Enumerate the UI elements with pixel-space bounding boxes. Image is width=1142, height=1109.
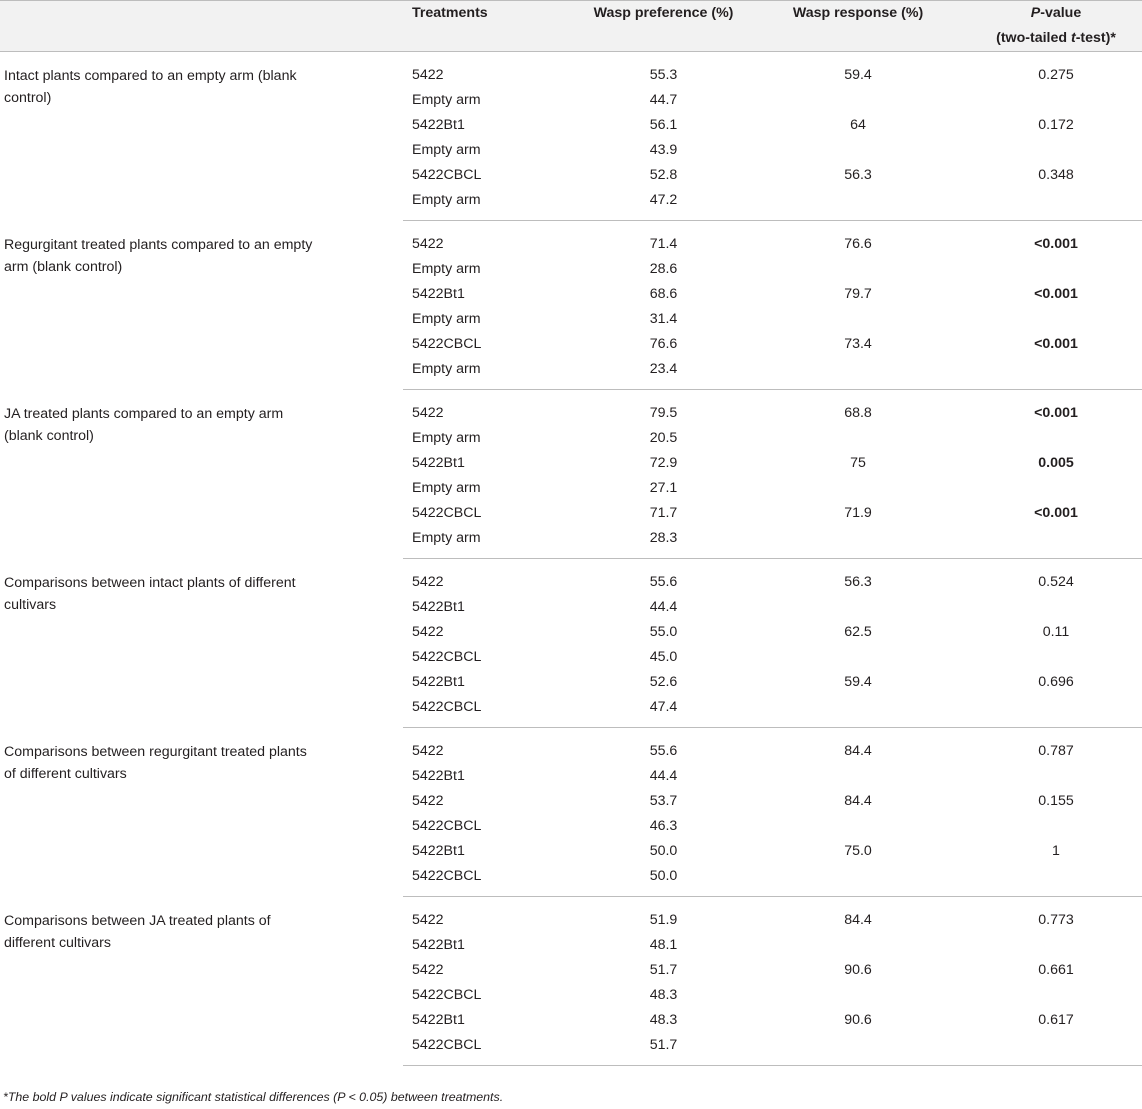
response-cell: 71.9	[844, 505, 872, 521]
p-value-cell: <0.001	[1034, 405, 1078, 421]
p-value-cell: 0.155	[1038, 793, 1074, 809]
p-value-cell	[970, 864, 1142, 897]
preference-cell: 28.6	[649, 261, 678, 277]
treatment-cell: Empty arm	[412, 430, 481, 446]
response-cell: 76.6	[844, 236, 872, 252]
treatment-cell: 5422CBCL	[412, 987, 482, 1003]
response-cell	[746, 933, 970, 958]
p-value-cell: 0.11	[1042, 624, 1070, 640]
treatment-cell: 5422CBCL	[403, 1033, 581, 1066]
p-value-cell: 0.773	[1038, 912, 1074, 928]
treatment-cell: 5422	[412, 405, 444, 421]
header-p-value	[970, 1, 1142, 52]
group-description: Intact plants compared to an empty arm (blank control)	[4, 68, 297, 106]
response-cell	[746, 357, 970, 390]
p-value-cell: 0.617	[1038, 1012, 1074, 1028]
treatment-cell: Empty arm	[412, 142, 481, 158]
response-cell	[746, 138, 970, 163]
treatment-cell: 5422	[412, 67, 444, 83]
p-value-cell	[970, 357, 1142, 390]
p-value-cell	[970, 426, 1142, 451]
response-cell	[746, 983, 970, 1008]
preference-cell: 44.4	[649, 768, 678, 784]
p-value-cell	[970, 257, 1142, 282]
p-value-cell	[970, 1033, 1142, 1066]
response-cell	[746, 864, 970, 897]
response-cell: 59.4	[844, 674, 872, 690]
p-value-cell	[970, 933, 1142, 958]
treatment-cell: Empty arm	[412, 261, 481, 277]
response-cell: 84.4	[844, 743, 872, 759]
table-row	[0, 221, 1142, 258]
response-cell: 73.4	[844, 336, 872, 352]
preference-cell: 44.7	[649, 92, 678, 108]
response-cell	[746, 188, 970, 221]
group-description: JA treated plants compared to an empty arm (blank control)	[4, 405, 284, 444]
preference-cell: 27.1	[649, 480, 678, 496]
p-value-cell	[970, 88, 1142, 113]
response-cell: 62.5	[844, 624, 872, 640]
preference-cell: 45.0	[649, 649, 678, 665]
preference-cell: 55.6	[649, 574, 678, 590]
preference-cell: 31.4	[649, 311, 678, 327]
treatment-cell: 5422CBCL	[412, 505, 482, 521]
header-test-close: -test)*	[1075, 30, 1116, 46]
p-value-cell: <0.001	[1034, 336, 1078, 352]
table-row	[0, 897, 1142, 934]
response-cell	[746, 595, 970, 620]
preference-cell: 28.3	[581, 526, 746, 559]
preference-cell: 72.9	[649, 455, 678, 471]
treatment-cell: Empty arm	[403, 357, 581, 390]
response-cell: 68.8	[844, 405, 872, 421]
response-cell: 56.3	[844, 574, 872, 590]
p-value-cell	[970, 983, 1142, 1008]
preference-cell: 46.3	[649, 818, 678, 834]
preference-cell: 20.5	[649, 430, 678, 446]
treatment-cell: Empty arm	[403, 526, 581, 559]
treatment-cell: 5422	[412, 574, 444, 590]
response-cell	[746, 307, 970, 332]
treatment-cell: 5422Bt1	[412, 455, 465, 471]
treatment-cell: 5422Bt1	[412, 843, 465, 859]
preference-cell: 48.1	[649, 937, 678, 953]
group-description: Comparisons between regurgitant treated plants of different cultivars	[4, 743, 307, 782]
header-description	[0, 1, 403, 52]
response-cell: 59.4	[844, 67, 872, 83]
preference-cell: 55.6	[649, 743, 678, 759]
preference-cell: 71.7	[649, 505, 678, 521]
preference-cell: 79.5	[649, 405, 678, 421]
table-row	[0, 559, 1142, 596]
treatment-cell: 5422	[412, 624, 444, 640]
p-value-cell: <0.001	[1034, 286, 1078, 302]
p-value-cell	[970, 476, 1142, 501]
response-cell	[746, 257, 970, 282]
p-value-cell	[970, 526, 1142, 559]
p-value-cell	[970, 307, 1142, 332]
treatment-cell: 5422Bt1	[412, 937, 465, 953]
response-cell: 79.7	[844, 286, 872, 302]
preference-cell: 52.8	[649, 167, 678, 183]
header-test-open: (two-tailed	[996, 30, 1071, 46]
header-p-letter: P	[1030, 5, 1041, 21]
treatment-cell: Empty arm	[412, 480, 481, 496]
preference-cell: 55.0	[649, 624, 678, 640]
response-cell: 90.6	[844, 1012, 872, 1028]
p-value-cell	[970, 595, 1142, 620]
response-cell	[746, 645, 970, 670]
response-cell	[746, 476, 970, 501]
treatment-cell: 5422	[412, 962, 444, 978]
header-p-value-text: -value	[1040, 5, 1082, 21]
treatment-cell: 5422Bt1	[412, 768, 465, 784]
p-value-cell	[970, 645, 1142, 670]
p-value-cell	[970, 188, 1142, 221]
response-cell: 75.0	[844, 843, 872, 859]
p-value-cell: 0.787	[1038, 743, 1074, 759]
treatment-cell: 5422CBCL	[403, 864, 581, 897]
group-description: Comparisons between intact plants of different cultivars	[4, 574, 296, 613]
p-value-cell: 0.348	[1038, 167, 1074, 183]
header-wasp-response: Wasp response (%)	[746, 1, 970, 52]
response-cell: 90.6	[844, 962, 872, 978]
preference-cell: 48.3	[649, 1012, 678, 1028]
treatment-cell: 5422	[412, 236, 444, 252]
preference-cell: 56.1	[649, 117, 678, 133]
preference-cell: 76.6	[649, 336, 678, 352]
treatment-cell: 5422CBCL	[412, 818, 482, 834]
response-cell: 84.4	[844, 912, 872, 928]
treatment-cell: 5422CBCL	[412, 167, 482, 183]
treatment-cell: 5422Bt1	[412, 117, 465, 133]
treatment-cell: Empty arm	[403, 188, 581, 221]
preference-cell: 51.7	[581, 1033, 746, 1066]
table-body	[0, 52, 1142, 1066]
preference-cell: 51.7	[649, 962, 678, 978]
response-cell	[746, 695, 970, 728]
table-row	[0, 728, 1142, 765]
header-t-letter: t	[1070, 30, 1076, 46]
p-value-cell: 1	[1052, 843, 1060, 859]
preference-cell: 43.9	[649, 142, 678, 158]
preference-cell: 47.2	[581, 188, 746, 221]
response-cell	[746, 1033, 970, 1066]
header-wasp-preference: Wasp preference (%)	[581, 1, 746, 52]
preference-cell: 51.9	[649, 912, 678, 928]
response-cell: 56.3	[844, 167, 872, 183]
table-footnote: *The bold P values indicate significant statistical differences (P < 0.05) between treatments.	[3, 1090, 504, 1104]
p-value-cell	[970, 138, 1142, 163]
preference-cell: 52.6	[649, 674, 678, 690]
p-value-cell	[970, 764, 1142, 789]
response-cell: 84.4	[844, 793, 872, 809]
p-value-cell: <0.001	[1034, 236, 1078, 252]
table-row	[0, 52, 1142, 89]
preference-cell: 50.0	[649, 843, 678, 859]
treatment-cell: 5422Bt1	[412, 599, 465, 615]
treatment-cell: 5422CBCL	[412, 336, 482, 352]
p-value-cell: 0.275	[1038, 67, 1074, 83]
p-value-cell: 0.524	[1038, 574, 1074, 590]
group-description: Regurgitant treated plants compared to an empty arm (blank control)	[4, 236, 313, 275]
response-cell: 64	[850, 117, 866, 133]
preference-cell: 44.4	[649, 599, 678, 615]
preference-cell: 68.6	[649, 286, 678, 302]
p-value-cell	[970, 695, 1142, 728]
p-value-cell: 0.005	[1038, 455, 1074, 471]
treatment-cell: 5422Bt1	[412, 286, 465, 302]
treatment-cell: 5422CBCL	[412, 649, 482, 665]
p-value-cell: 0.696	[1038, 674, 1074, 690]
preference-cell: 47.4	[581, 695, 746, 728]
preference-cell: 53.7	[649, 793, 678, 809]
preference-cell: 48.3	[649, 987, 678, 1003]
preference-cell: 55.3	[649, 67, 678, 83]
preference-cell: 50.0	[581, 864, 746, 897]
p-value-cell: 0.172	[1038, 117, 1074, 133]
treatment-cell: 5422CBCL	[403, 695, 581, 728]
p-value-cell: <0.001	[1034, 505, 1078, 521]
treatment-cell: 5422	[412, 743, 444, 759]
treatment-cell: Empty arm	[412, 92, 481, 108]
header-row	[0, 1, 1142, 52]
treatment-cell: Empty arm	[412, 311, 481, 327]
treatment-cell: 5422	[412, 912, 444, 928]
header-treatments: Treatments	[403, 1, 581, 52]
response-cell	[746, 426, 970, 451]
preference-cell: 71.4	[649, 236, 678, 252]
treatment-cell: 5422Bt1	[412, 674, 465, 690]
response-cell	[746, 526, 970, 559]
response-cell	[746, 764, 970, 789]
response-cell	[746, 88, 970, 113]
p-value-cell: 0.661	[1038, 962, 1074, 978]
p-value-cell	[970, 814, 1142, 839]
treatment-cell: 5422	[412, 793, 444, 809]
group-description: Comparisons between JA treated plants of different cultivars	[4, 912, 271, 951]
treatment-cell: 5422Bt1	[412, 1012, 465, 1028]
response-cell	[746, 814, 970, 839]
table-row	[0, 390, 1142, 427]
response-cell: 75	[850, 455, 866, 471]
preference-cell: 23.4	[581, 357, 746, 390]
